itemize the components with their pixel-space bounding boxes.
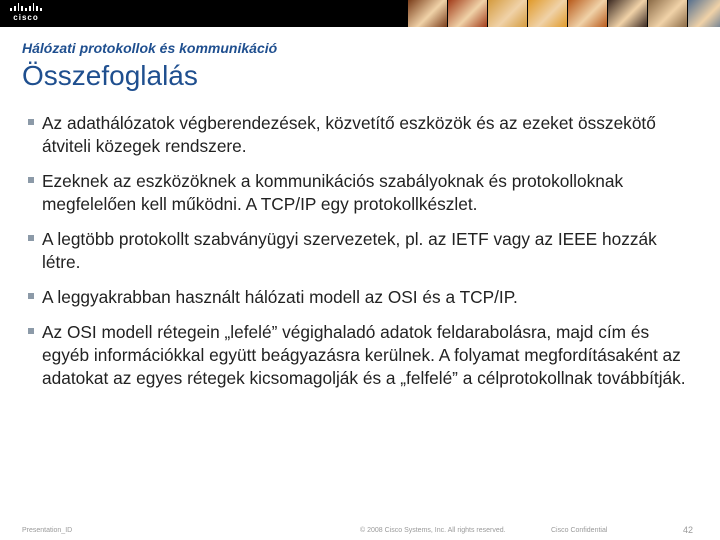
- photo-thumbnail: [408, 0, 447, 27]
- slide-title: Összefoglalás: [22, 60, 198, 91]
- footer-copyright: © 2008 Cisco Systems, Inc. All rights reserved.: [360, 527, 506, 534]
- photo-thumbnail: [448, 0, 487, 27]
- photo-thumbnail: [608, 0, 647, 27]
- page-number: 42: [683, 525, 694, 535]
- footer-confidentiality: Cisco Confidential: [551, 527, 608, 534]
- header-bar: [0, 0, 720, 27]
- bullet-text: Az adathálózatok végberendezések, közvetítő eszközök és az ezeket összekötő átviteli közegek rendszere.: [42, 113, 656, 156]
- bullet-text: A leggyakrabban használt hálózati modell az OSI és a TCP/IP.: [42, 287, 518, 307]
- bullet-text: A legtöbb protokollt szabványügyi szervezetek, pl. az IETF vagy az IEEE hozzák létre.: [42, 229, 657, 272]
- bullet-square-icon: [28, 235, 34, 241]
- bullet-text: Az OSI modell rétegein „lefelé” végighaladó adatok feldarabolásra, majd cím és egyéb információkkal együtt beágyazásra kerülnek. A folyamat megfordításaként az adatokat az egyes rétegek kicsomagolják és a „felfelé” a célprotokollnak továbbítják.: [42, 322, 686, 388]
- cisco-logo-text: cisco: [13, 13, 39, 22]
- photo-thumbnail: [648, 0, 687, 27]
- bullet-item: [28, 321, 698, 390]
- bullet-square-icon: [28, 177, 34, 183]
- bullet-item: [28, 228, 698, 274]
- bullet-square-icon: [28, 328, 34, 334]
- photo-thumbnail: [688, 0, 720, 27]
- bullet-text: Ezeknek az eszközöknek a kommunikációs szabályoknak és protokolloknak megfelelően kell működni. A TCP/IP egy protokollkészlet.: [42, 171, 624, 214]
- bullet-square-icon: [28, 119, 34, 125]
- bullet-item: [28, 112, 698, 158]
- bullet-list: [28, 112, 698, 402]
- bullet-item: [28, 170, 698, 216]
- photo-thumbnail: [568, 0, 607, 27]
- photo-strip: [408, 0, 720, 27]
- cisco-logo-bars: [10, 3, 42, 11]
- photo-thumbnail: [528, 0, 567, 27]
- photo-thumbnail: [488, 0, 527, 27]
- cisco-logo: [10, 3, 42, 23]
- footer-presentation-id: Presentation_ID: [22, 527, 73, 534]
- bullet-square-icon: [28, 293, 34, 299]
- slide-subtitle: Hálózati protokollok és kommunikáció: [22, 40, 278, 56]
- bullet-item: [28, 286, 698, 309]
